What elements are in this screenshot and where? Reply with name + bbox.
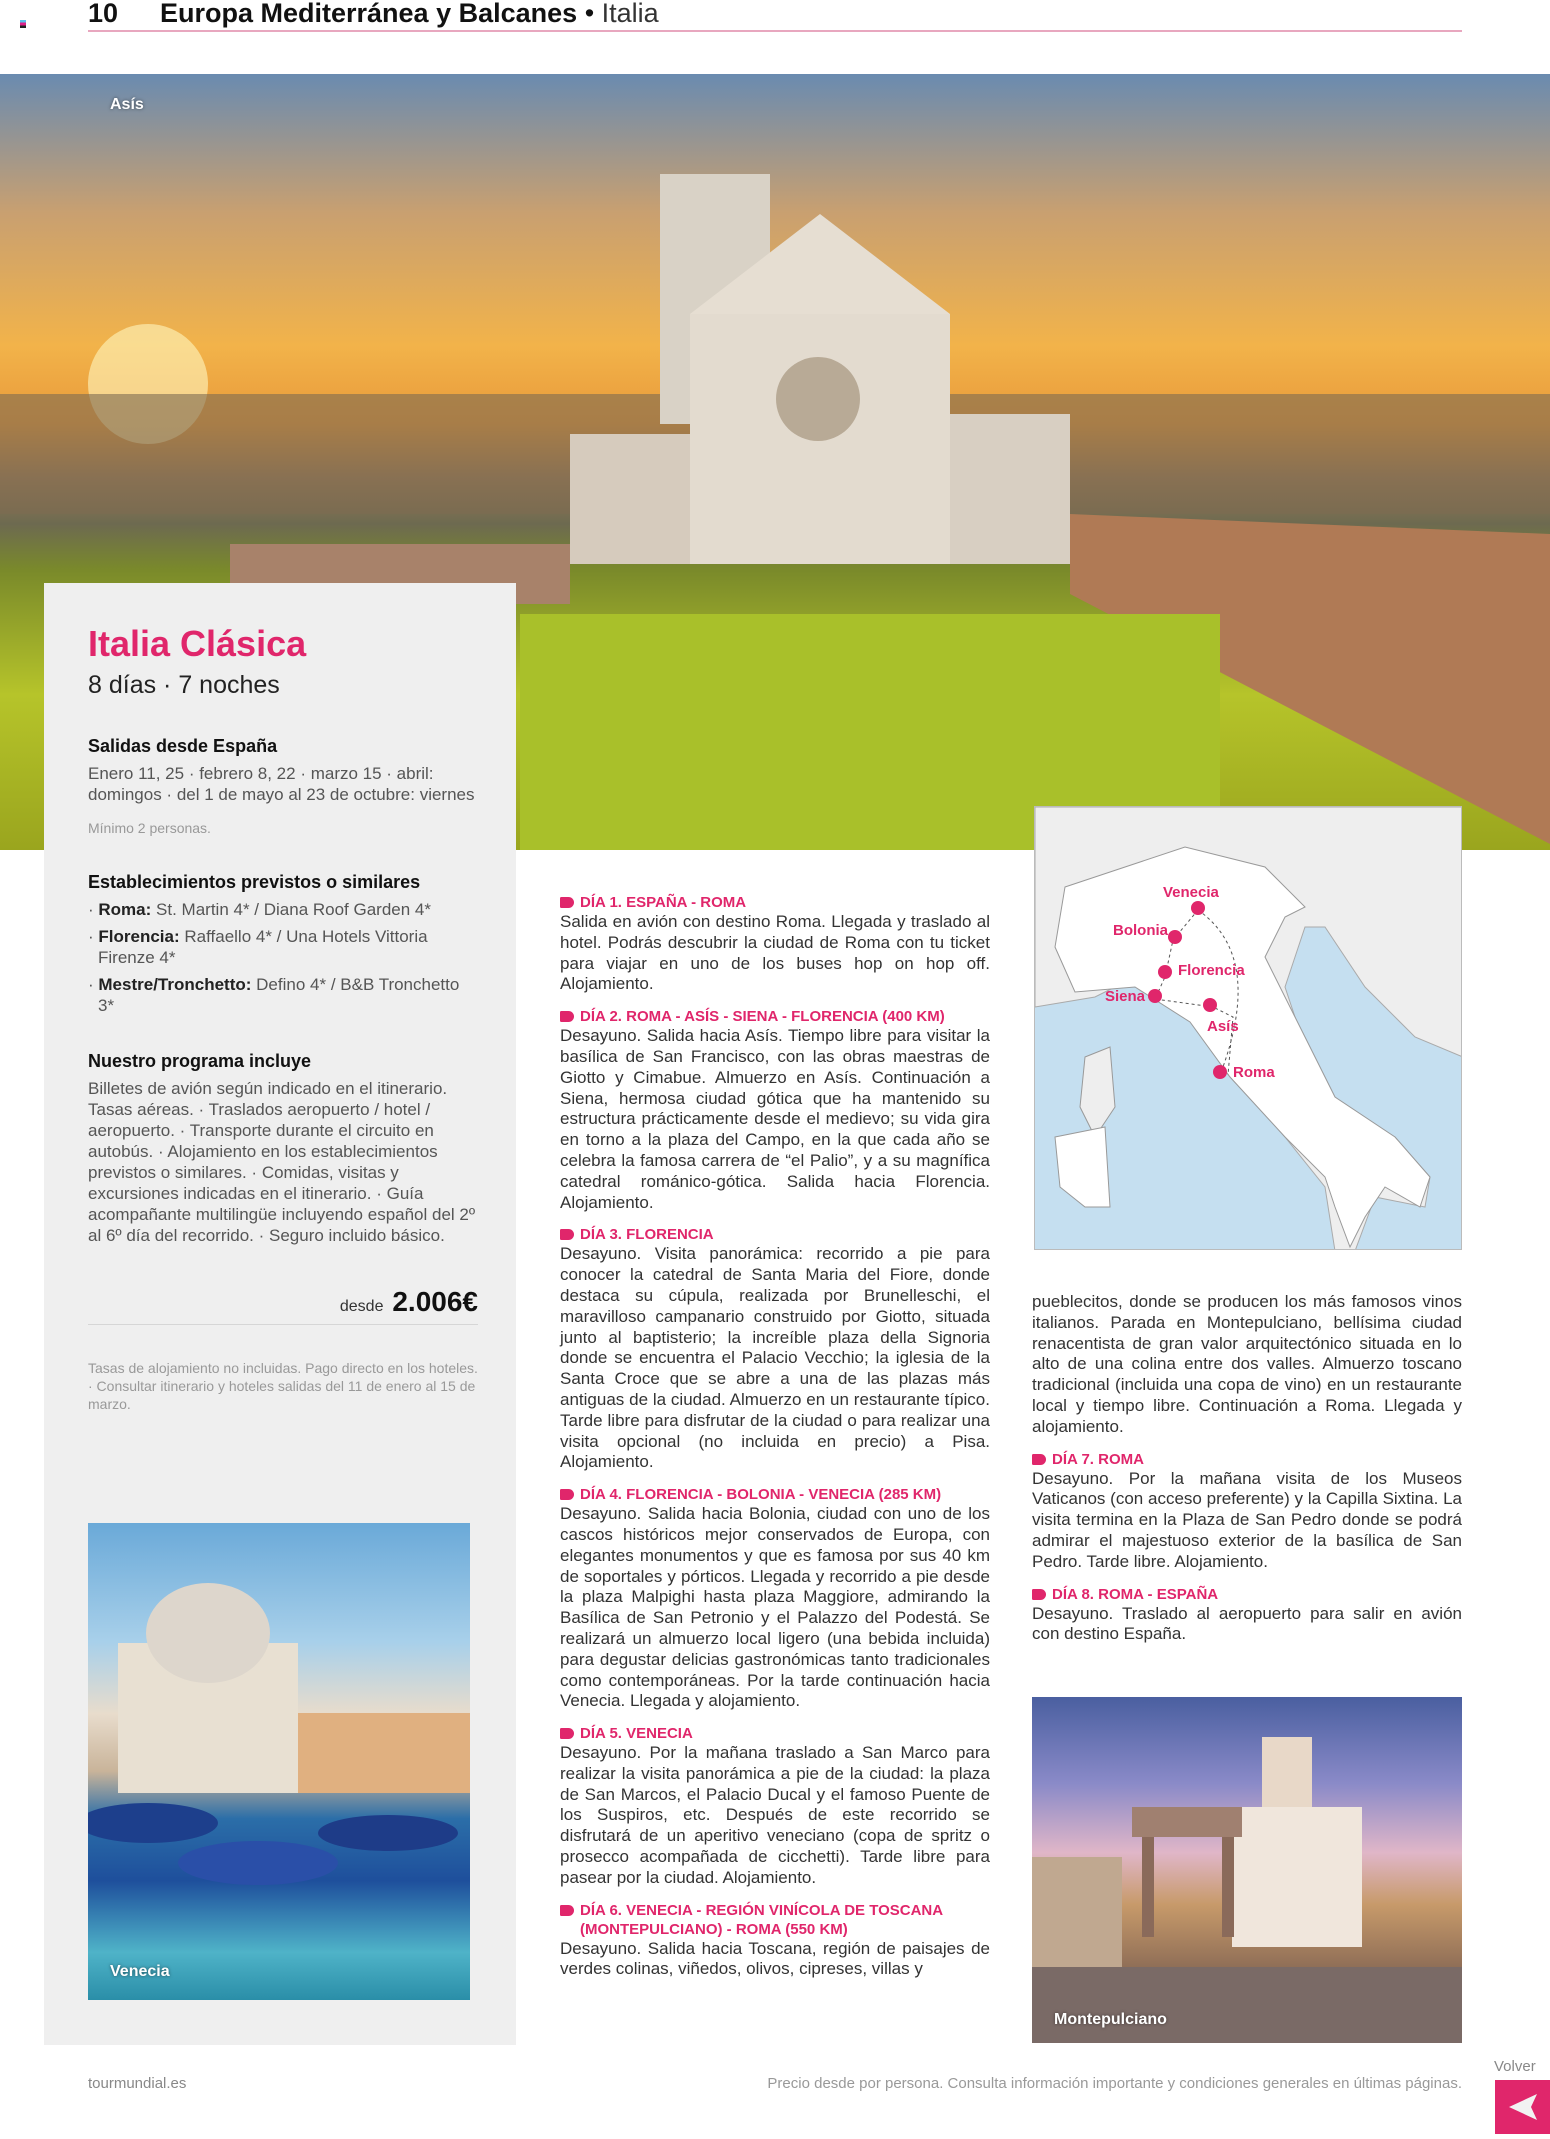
- map-label: Roma: [1233, 1064, 1275, 1081]
- page-number: 10: [88, 0, 119, 28]
- day-marker-icon: [560, 1229, 574, 1240]
- header-divider: [88, 30, 1462, 32]
- day-heading: DÍA 6. VENECIA - REGIÓN VINÍCOLA DE TOSCANA (MONTEPULCIANO) - ROMA (550 KM): [560, 1901, 990, 1939]
- day-text: Desayuno. Por la mañana visita de los Museos Vaticanos (con acceso preferente) y la Capilla Sixtina. La visita termina en la Plaza de San Pedro donde se podrá admirar el majestuoso exterior de la basílica de San Pedro. Tarde libre. Alojamiento.: [1032, 1468, 1462, 1571]
- montepulciano-photo: [1032, 1697, 1462, 2043]
- day-heading: DÍA 2. ROMA - ASÍS - SIENA - FLORENCIA (400 KM): [560, 1007, 990, 1026]
- price-block: [88, 1286, 478, 1325]
- map-label: Siena: [1105, 988, 1146, 1005]
- price-value: 2.006€: [392, 1286, 478, 1317]
- day-marker-icon: [1032, 1454, 1046, 1465]
- map-label: Florencia: [1178, 962, 1245, 979]
- minimum-note: Mínimo 2 personas.: [88, 820, 211, 836]
- tour-duration: 8 días · 7 noches: [88, 671, 280, 699]
- hotels-heading: Establecimientos previstos o similares: [88, 872, 421, 892]
- print-marks: [20, 20, 26, 28]
- venice-photo: [88, 1523, 470, 2000]
- day-heading: DÍA 7. ROMA: [1032, 1450, 1462, 1469]
- back-label: Volver: [1494, 2058, 1536, 2075]
- page-title: [160, 0, 659, 29]
- day-heading: DÍA 3. FLORENCIA: [560, 1225, 990, 1244]
- itinerary-column-2: [1032, 1292, 1462, 1645]
- venice-illustration: [88, 1523, 470, 2000]
- day-heading: DÍA 8. ROMA - ESPAÑA: [1032, 1585, 1462, 1604]
- day-text: Desayuno. Traslado al aeropuerto para salir en avión con destino España.: [1032, 1603, 1462, 1644]
- departures-text: Enero 11, 25 · febrero 8, 22 · marzo 15 · abril: domingos · del 1 de mayo al 23 de octubre: viernes: [88, 764, 475, 804]
- day-marker-icon: [1032, 1589, 1046, 1600]
- day-heading: DÍA 4. FLORENCIA - BOLONIA - VENECIA (285 KM): [560, 1485, 990, 1504]
- day-heading: DÍA 1. ESPAÑA - ROMA: [560, 893, 990, 912]
- includes-text: Billetes de avión según indicado en el itinerario. Tasas aéreas. · Traslados aeropuerto / hotel / aeropuerto. · Transporte durante el circuito en autobús. · Alojamiento en los establecimientos previstos o similares. · Comidas, visitas y excursiones indicadas en el itinerario. · Guía acompañante multilingüe incluyendo español del 2º al 6º día del recorrido. · Seguro incluido básico.: [88, 1079, 476, 1245]
- montepulciano-illustration: [1032, 1697, 1462, 2043]
- footnote: Tasas de alojamiento no incluidas. Pago directo en los hoteles. · Consultar itinerario y hoteles salidas del 11 de enero al 15 de marzo.: [88, 1360, 478, 1412]
- day-text: Desayuno. Salida hacia Toscana, región de paisajes de verdes colinas, viñedos, olivos, cipreses, villas y: [560, 1938, 990, 1979]
- day-text: Desayuno. Salida hacia Bolonia, ciudad con uno de los cascos históricos mejor conservados de Europa, con elegantes monumentos y que es famosa por sus 40 km de soportales y pórticos. Llegada y recorrido a pie desde la plaza Malpighi hasta plaza Maggiore, admirando la Basílica de San Petronio y el Palazzo del Podestá. Se realizará un almuerzo local ligero (una bebida incluida) para degustar delicias gastronómicas tanto tradicionales como contemporáneas. Por la tarde continuación hacia Venecia. Llegada y alojamiento.: [560, 1504, 990, 1711]
- separator: •: [584, 0, 595, 28]
- hotel-item: · Mestre/Tronchetto: Defino 4* / B&B Tronchetto 3*: [88, 975, 460, 1015]
- venice-caption: Venecia: [110, 1963, 170, 1980]
- day-text: Desayuno. Por la mañana traslado a San Marco para realizar la visita panorámica a pie de la ciudad: la plaza de San Marcos, el Palacio Ducal y el famoso Puente de los Suspiros, etc. Después de este recorrido se disfrutará de un aperitivo veneciano (copa de spritz o prosecco acompañada de cicchetti). Tarde libre para pasear por la ciudad. Alojamiento.: [560, 1743, 990, 1887]
- montepulciano-caption: Montepulciano: [1054, 2011, 1167, 2028]
- back-button[interactable]: [1495, 2080, 1550, 2134]
- day-marker-icon: [560, 897, 574, 908]
- day-text-continued: pueblecitos, donde se producen los más famosos vinos italianos. Parada en Montepulciano, bellísima ciudad renacentista de gran valor arquitectónico situada en lo alto de una colina entre dos valles. Almuerzo toscano tradicional (incluida una copa de vino) en un restaurante local y tiempo libre. Continuación a Roma. Llegada y alojamiento.: [1032, 1292, 1462, 1436]
- day-text: Desayuno. Visita panorámica: recorrido a pie para conocer la catedral de Santa Maria del Fiore, donde destaca su cúpula, realizada por Brunelleschi, el maravilloso campanario construido por Giotto, situada junto al baptisterio; la increíble plaza della Signoria donde se encuentra el Palacio Vecchio; la iglesia de la Santa Croce que se abre a una de las plazas más antiguas de la ciudad. Almuerzo en un restaurante típico. Tarde libre para disfrutar de la ciudad o para realizar una visita opcional (no incluida en precio) a Pisa. Alojamiento.: [560, 1244, 990, 1472]
- country-label: Italia: [601, 0, 659, 28]
- hotel-item: · Florencia: Raffaello 4* / Una Hotels Vittoria Firenze 4*: [88, 927, 428, 967]
- map-label: Bolonia: [1113, 922, 1168, 939]
- hotel-item: · Roma: St. Martin 4* / Diana Roof Garden 4*: [88, 900, 432, 919]
- route-map: [1034, 806, 1462, 1250]
- tour-title: Italia Clásica: [88, 623, 307, 664]
- italy-map: [1035, 807, 1462, 1250]
- footer-disclaimer: Precio desde por persona. Consulta información importante y condiciones generales en últimas páginas.: [767, 2075, 1462, 2092]
- includes-heading: Nuestro programa incluye: [88, 1051, 312, 1071]
- day-marker-icon: [560, 1905, 574, 1916]
- itinerary-column-1: [560, 893, 990, 1980]
- map-label: Venecia: [1163, 884, 1219, 901]
- hero-caption: Asís: [110, 96, 144, 113]
- section-title: Europa Mediterránea y Balcanes: [160, 0, 578, 28]
- day-marker-icon: [560, 1489, 574, 1500]
- day-marker-icon: [560, 1011, 574, 1022]
- departures-heading: Salidas desde España: [88, 736, 278, 756]
- hotels-list: [88, 899, 478, 1016]
- day-marker-icon: [560, 1728, 574, 1739]
- day-heading: DÍA 5. VENECIA: [560, 1724, 990, 1743]
- day-text: Desayuno. Salida hacia Asís. Tiempo libre para visitar la basílica de San Francisco, con las obras maestras de Giotto y Cimabue. Almuerzo en Asís. Continuación a Siena, hermosa ciudad gótica que ha mantenido su estructura prácticamente desde el medievo; su vida gira en torno a la plaza del Campo, en la que cada año se celebra la famosa carrera de “el Palio”, y a su magnífica catedral románico-gótica. Salida hacia Florencia. Alojamiento.: [560, 1026, 990, 1212]
- day-text: Salida en avión con destino Roma. Llegada y traslado al hotel. Podrás descubrir la ciudad de Roma con tu ticket para viajar en uno de los buses hop on hop off. Alojamiento.: [560, 912, 990, 994]
- price-prefix: desde: [339, 1298, 384, 1315]
- map-label: Asís: [1207, 1018, 1239, 1035]
- website-link[interactable]: tourmundial.es: [88, 2075, 187, 2092]
- arrow-left-icon: [1495, 2080, 1550, 2134]
